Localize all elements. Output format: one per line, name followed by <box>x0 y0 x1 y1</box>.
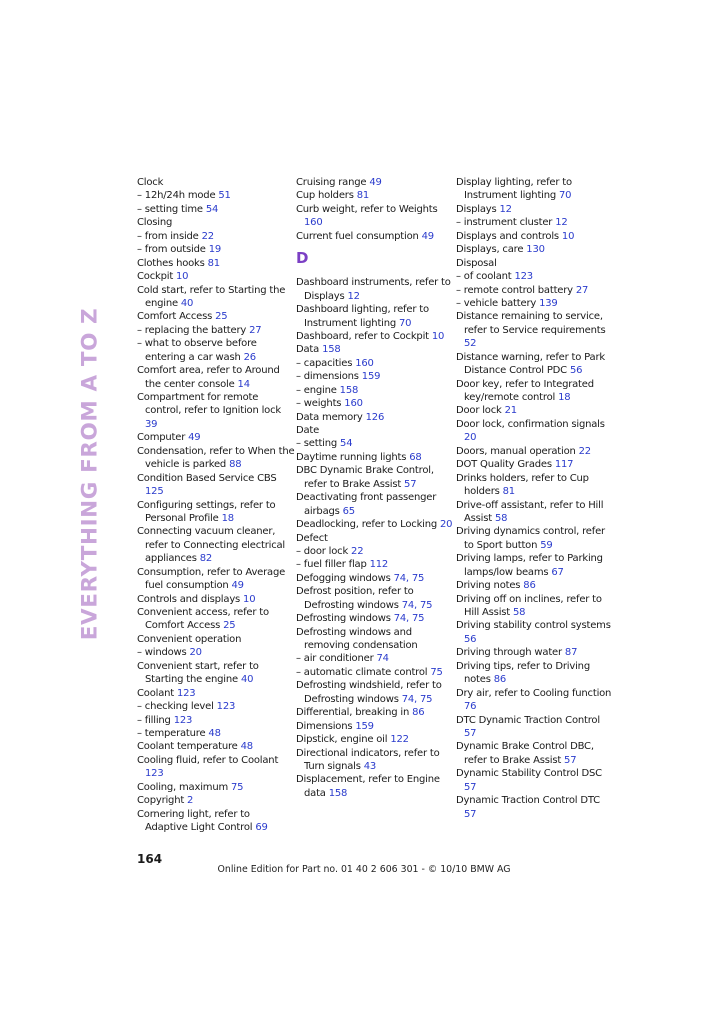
index-term: Condition Based Service CBS <box>137 472 277 484</box>
index-term: – dimensions <box>296 371 362 383</box>
index-entry <box>456 297 614 310</box>
index-term: – instrument cluster <box>456 217 556 229</box>
index-entry <box>296 706 454 719</box>
index-entry <box>456 499 614 526</box>
index-entry <box>296 679 454 706</box>
index-term: Distance remaining to service, refer to Service requirements <box>456 311 606 336</box>
index-term: – setting time <box>137 203 206 215</box>
page-reference-link[interactable]: 123 <box>216 701 236 713</box>
page-reference-link[interactable]: 86 <box>523 580 536 592</box>
index-term: Data memory <box>296 411 366 423</box>
page-reference-link[interactable]: 160 <box>304 217 323 229</box>
index-entry <box>456 525 614 552</box>
index-entry <box>296 424 454 437</box>
index-term: Drinks holders, refer to Cup holders <box>456 472 589 498</box>
page-reference-link[interactable]: 68 <box>409 451 422 463</box>
index-term: DOT Quality Grades <box>456 459 555 471</box>
index-entry <box>296 491 454 518</box>
page-reference-link[interactable]: 25 <box>215 311 228 323</box>
index-entry <box>456 714 614 741</box>
index-term: Driving lamps, refer to Parking lamps/low beams <box>456 553 603 578</box>
index-entry <box>296 203 454 230</box>
page-reference-link[interactable]: 43 <box>363 760 377 772</box>
index-entry <box>296 343 454 356</box>
page-reference-link[interactable]: 57 <box>464 727 477 739</box>
index-entry <box>137 606 295 633</box>
index-entry <box>456 310 614 350</box>
index-term: Defogging windows <box>296 572 394 584</box>
page-reference-link[interactable]: 19 <box>208 244 222 256</box>
index-entry <box>137 189 295 202</box>
index-term: – what to observe before entering a car wash <box>137 338 257 363</box>
index-term: – setting <box>296 438 341 450</box>
index-term: – engine <box>296 384 340 396</box>
index-term: Coolant temperature <box>137 741 241 753</box>
index-entry <box>137 646 295 659</box>
page-reference-link[interactable]: 48 <box>240 741 253 753</box>
index-term: Dynamic Brake Control DBC, refer to Brake Assist <box>456 741 594 766</box>
page-reference-link[interactable]: 87 <box>564 647 578 659</box>
page-reference-link[interactable]: 2 <box>187 795 194 807</box>
index-entry <box>137 754 295 781</box>
index-term: Driving stability control systems <box>456 620 611 632</box>
index-term: – vehicle battery <box>456 297 540 309</box>
index-entry <box>296 189 454 202</box>
page-reference-link[interactable]: 20 <box>440 519 453 531</box>
section-side-title <box>77 307 103 641</box>
index-term: Dashboard, refer to Cockpit <box>296 330 432 342</box>
index-term: – of coolant <box>456 271 515 283</box>
index-entry <box>296 437 454 450</box>
index-term: Compartment for remote control, refer to Ignition lock <box>137 392 281 417</box>
index-term: Connecting vacuum cleaner, refer to Connecting electrical appliances <box>137 526 286 565</box>
index-entry <box>296 451 454 464</box>
index-entry <box>296 572 454 585</box>
index-term: Door lock <box>456 405 505 417</box>
index-entry <box>456 740 614 767</box>
index-term: Consumption, refer to Average fuel consumption <box>137 566 286 592</box>
index-entry <box>137 445 295 472</box>
index-entry <box>296 585 454 612</box>
index-term: – door lock <box>296 545 352 557</box>
page-reference-link[interactable]: 40 <box>180 297 194 309</box>
page-reference-link[interactable]: 123 <box>176 687 196 699</box>
index-term: – from outside <box>137 244 209 256</box>
page-reference-link[interactable]: 48 <box>208 727 221 739</box>
page-reference-link[interactable]: 70 <box>559 190 572 202</box>
page-reference-link[interactable]: 86 <box>412 707 425 719</box>
index-term: Driving off on inclines, refer to Hill Assist <box>456 593 602 618</box>
index-term: Dimensions <box>296 720 356 732</box>
index-entry <box>296 370 454 383</box>
index-term: Dipstick, engine oil <box>296 734 391 746</box>
index-entry <box>456 176 614 203</box>
index-term: Cold start, refer to Starting the engine <box>137 284 286 309</box>
index-entry <box>456 445 614 458</box>
page-reference-link[interactable]: 49 <box>421 230 434 242</box>
index-term: – from inside <box>137 230 202 242</box>
index-entry <box>296 176 454 189</box>
index-term: DBC Dynamic Brake Control, refer to Brake Assist <box>296 465 434 490</box>
index-entry <box>137 203 295 216</box>
index-term: Dashboard lighting, refer to Instrument lighting <box>296 304 429 329</box>
page-reference-link[interactable]: 22 <box>201 230 214 242</box>
page-reference-link[interactable]: 139 <box>539 297 558 309</box>
index-entry <box>456 472 614 499</box>
index-entry <box>137 431 295 444</box>
index-term: – 12h/24h mode <box>137 190 219 202</box>
index-term: Displacement, refer to Engine data <box>296 774 440 799</box>
index-term: Defrost position, refer to Defrosting windows <box>296 586 414 611</box>
index-entry <box>137 714 295 727</box>
index-entry <box>137 216 295 229</box>
page-reference-link[interactable]: 76 <box>464 701 477 713</box>
index-term: – capacities <box>296 357 356 369</box>
page-reference-link[interactable]: 158 <box>322 344 341 356</box>
index-entry <box>137 700 295 713</box>
page-reference-link[interactable]: 88 <box>229 459 242 471</box>
index-entry <box>137 284 295 311</box>
index-term: Defect <box>296 532 328 544</box>
page-reference-link[interactable]: 81 <box>502 486 515 498</box>
index-entry <box>296 720 454 733</box>
page-reference-link[interactable]: 54 <box>205 203 219 215</box>
index-entry <box>456 579 614 592</box>
page-reference-link[interactable]: 82 <box>199 553 213 565</box>
index-term: Daytime running lights <box>296 451 410 463</box>
page-reference-link[interactable]: 49 <box>188 432 201 444</box>
index-term: Drive-off assistant, refer to Hill Assist <box>456 499 604 524</box>
index-term: Defrosting windows <box>296 613 394 625</box>
index-entry <box>137 566 295 593</box>
index-entry <box>296 558 454 571</box>
page-reference-link[interactable]: 22 <box>578 445 591 457</box>
index-entry <box>137 230 295 243</box>
index-column-3 <box>456 176 614 821</box>
index-entry <box>137 687 295 700</box>
page-reference-link[interactable]: 70 <box>399 317 412 329</box>
index-term: Displays <box>456 203 500 215</box>
index-term: Clothes hooks <box>137 257 208 269</box>
index-term: DTC Dynamic Traction Control <box>456 714 600 726</box>
page-reference-link[interactable]: 49 <box>231 580 244 592</box>
index-entry <box>456 619 614 646</box>
index-term: – temperature <box>137 727 209 739</box>
index-entry <box>296 652 454 665</box>
index-entry <box>456 458 614 471</box>
index-term: – checking level <box>137 701 217 713</box>
index-term: Defrosting windshield, refer to Defrosting windows <box>296 680 442 705</box>
index-entry <box>137 808 295 835</box>
page-reference-link[interactable]: 40 <box>240 674 254 686</box>
index-term: Driving notes <box>456 580 524 592</box>
index-entry <box>296 518 454 531</box>
index-term: Displays and controls <box>456 230 562 242</box>
index-entry <box>456 243 614 256</box>
page-reference-link[interactable]: 75 <box>430 666 443 678</box>
index-entry <box>137 633 295 646</box>
index-term: Closing <box>137 217 173 229</box>
index-entry <box>456 216 614 229</box>
index-term: Condensation, refer to When the vehicle is parked <box>137 445 295 471</box>
page-reference-link[interactable]: 86 <box>493 674 507 686</box>
page-reference-link[interactable]: 54 <box>340 438 353 450</box>
index-entry <box>456 230 614 243</box>
index-entry <box>296 545 454 558</box>
page-reference-link[interactable]: 27 <box>249 324 262 336</box>
index-entry <box>137 176 295 189</box>
page-reference-link[interactable]: 159 <box>355 720 374 732</box>
index-term: Deadlocking, refer to Locking <box>296 519 441 531</box>
index-entry <box>456 284 614 297</box>
index-entry <box>137 310 295 323</box>
index-term: Disposal <box>456 257 497 269</box>
index-entry <box>456 404 614 417</box>
page-reference-link[interactable]: 58 <box>494 512 508 524</box>
index-entry <box>296 733 454 746</box>
page-reference-link[interactable]: 75 <box>230 781 244 793</box>
page-reference-link[interactable]: 74, 75 <box>393 572 425 584</box>
page-reference-link[interactable]: 74, 75 <box>401 693 433 705</box>
index-entry <box>456 203 614 216</box>
index-entry <box>296 384 454 397</box>
index-entry <box>296 303 454 330</box>
page-reference-link[interactable]: 117 <box>554 459 574 471</box>
index-column-1 <box>137 176 295 834</box>
page-reference-link[interactable]: 81 <box>356 190 370 202</box>
index-term: Deactivating front passenger airbags <box>296 492 437 517</box>
index-term: – weights <box>296 398 345 410</box>
index-term: Displays, care <box>456 244 527 256</box>
page-reference-link[interactable]: 81 <box>207 257 220 269</box>
index-term: Coolant <box>137 687 177 699</box>
page-reference-link[interactable]: 158 <box>328 787 348 799</box>
footer-edition-note: Online Edition for Part no. 01 40 2 606 301 - © 10/10 BMW AG <box>217 864 511 875</box>
page-reference-link[interactable]: 67 <box>551 566 564 578</box>
index-entry <box>456 418 614 445</box>
page-reference-link[interactable]: 74, 75 <box>401 599 433 611</box>
index-entry <box>137 794 295 807</box>
index-term: Differential, breaking in <box>296 707 413 719</box>
page-reference-link[interactable]: 74, 75 <box>393 613 425 625</box>
page-reference-link[interactable]: 12 <box>555 217 568 229</box>
index-entry <box>137 660 295 687</box>
index-term: – air conditioner <box>296 653 377 665</box>
index-entry <box>296 357 454 370</box>
page-reference-link[interactable]: 10 <box>243 593 256 605</box>
page-reference-link[interactable]: 49 <box>369 177 382 188</box>
page-reference-link[interactable]: 58 <box>512 607 526 618</box>
page-reference-link[interactable]: 59 <box>540 539 553 551</box>
index-term: Configuring settings, refer to Personal Profile <box>137 499 276 524</box>
page-reference-link[interactable]: 57 <box>404 478 417 490</box>
index-term: Driving tips, refer to Driving notes <box>456 660 590 686</box>
index-entry <box>137 499 295 526</box>
page-reference-link[interactable]: 10 <box>431 330 445 342</box>
index-entry <box>456 270 614 283</box>
page-reference-link[interactable]: 56 <box>464 633 477 645</box>
page-reference-link[interactable]: 69 <box>255 822 268 833</box>
page-reference-link[interactable]: 160 <box>355 357 374 369</box>
index-term: Comfort area, refer to Around the center console <box>137 365 280 390</box>
index-term: – windows <box>137 647 190 659</box>
index-term: Dashboard instruments, refer to Displays <box>296 277 451 302</box>
page-reference-link[interactable]: 74 <box>376 653 389 665</box>
index-entry <box>296 666 454 679</box>
index-term: Distance warning, refer to Park Distance Control PDC <box>456 351 605 377</box>
index-term: Cruising range <box>296 177 370 188</box>
index-entry <box>456 257 614 270</box>
page-reference-link[interactable]: 130 <box>526 244 545 256</box>
index-term: Controls and displays <box>137 593 244 605</box>
index-entry <box>296 747 454 774</box>
index-entry <box>456 378 614 405</box>
side-title-text: EVERYTHING FROM A TO Z <box>77 307 103 641</box>
index-entry <box>137 257 295 270</box>
page-reference-link[interactable]: 123 <box>173 714 193 726</box>
page-reference-link[interactable]: 22 <box>351 545 364 557</box>
index-entry <box>456 646 614 659</box>
index-entry <box>296 230 454 243</box>
index-term: Computer <box>137 432 189 444</box>
index-term: – filling <box>137 714 174 726</box>
index-letter-heading: D <box>296 249 309 268</box>
page-reference-link[interactable]: 125 <box>145 486 164 498</box>
page-reference-link[interactable]: 26 <box>243 351 256 363</box>
page-reference-link[interactable]: 18 <box>558 392 571 403</box>
page-reference-link[interactable]: 20 <box>464 432 477 444</box>
index-term: Curb weight, refer to Weights <box>296 203 438 215</box>
index-entry <box>137 270 295 283</box>
page-reference-link[interactable]: 57 <box>464 781 477 793</box>
index-term: – automatic climate control <box>296 666 431 678</box>
page-reference-link[interactable]: 65 <box>342 505 355 517</box>
index-term: Directional indicators, refer to Turn signals <box>296 747 440 772</box>
page-reference-link[interactable]: 158 <box>339 384 359 396</box>
page-reference-link[interactable]: 122 <box>390 734 409 746</box>
index-term: Clock <box>137 177 164 188</box>
index-entry <box>456 351 614 378</box>
index-term: Convenient start, refer to Starting the engine <box>137 660 259 686</box>
page-reference-link[interactable]: 112 <box>369 559 389 571</box>
index-term: – remote control battery <box>456 284 576 296</box>
index-entry <box>137 364 295 391</box>
index-entry <box>296 612 454 625</box>
index-term: Dynamic Traction Control DTC <box>456 795 600 807</box>
index-term: Cockpit <box>137 271 177 283</box>
index-term: Door key, refer to Integrated key/remote control <box>456 378 594 403</box>
page-reference-link[interactable]: 10 <box>561 230 575 242</box>
index-column-2 <box>296 176 454 800</box>
index-term: – fuel filler flap <box>296 559 370 571</box>
page-reference-link[interactable]: 56 <box>569 365 583 377</box>
index-term: Dry air, refer to Cooling function <box>456 687 612 699</box>
index-entry <box>137 391 295 431</box>
index-term: Cooling fluid, refer to Coolant <box>137 754 279 766</box>
page-reference-link[interactable]: 14 <box>237 378 250 390</box>
index-term: Driving dynamics control, refer to Sport button <box>456 526 605 551</box>
index-entry <box>137 781 295 794</box>
index-entry <box>296 411 454 424</box>
page-reference-link[interactable]: 25 <box>223 620 236 632</box>
page-reference-link[interactable]: 159 <box>361 371 381 383</box>
index-entry <box>137 472 295 499</box>
index-term: Defrosting windows and removing condensation <box>296 626 418 651</box>
page-reference-link[interactable]: 12 <box>499 203 512 215</box>
index-entry <box>137 740 295 753</box>
index-entry <box>296 532 454 545</box>
index-entry <box>456 687 614 714</box>
index-term: Driving through water <box>456 647 565 659</box>
index-entry <box>456 767 614 794</box>
index-entry <box>296 397 454 410</box>
index-term: Data <box>296 344 323 356</box>
page-reference-link[interactable]: 51 <box>218 190 231 202</box>
index-term: Door lock, confirmation signals <box>456 418 605 430</box>
index-entry <box>456 660 614 687</box>
page-number: 164 <box>137 852 163 866</box>
index-term: Convenient access, refer to Comfort Access <box>137 607 269 632</box>
index-term: Current fuel consumption <box>296 230 422 242</box>
page-reference-link[interactable]: 27 <box>575 284 589 296</box>
index-term: Dynamic Stability Control DSC <box>456 768 602 780</box>
index-entry <box>296 330 454 343</box>
page-reference-link[interactable]: 21 <box>504 405 517 417</box>
index-entry <box>296 276 454 303</box>
index-term: Comfort Access <box>137 311 216 323</box>
index-entry <box>456 593 614 620</box>
page-reference-link[interactable]: 18 <box>221 512 234 524</box>
page-reference-link[interactable]: 57 <box>564 754 577 766</box>
index-term: Cooling, maximum <box>137 781 231 793</box>
index-entry <box>296 773 454 800</box>
index-term: Display lighting, refer to Instrument lighting <box>456 177 572 202</box>
page-reference-link[interactable]: 123 <box>145 768 164 780</box>
page-reference-link[interactable]: 52 <box>464 338 477 350</box>
page-reference-link[interactable]: 123 <box>514 271 533 283</box>
index-term: – replacing the battery <box>137 324 250 336</box>
index-term: Copyright <box>137 795 188 807</box>
page-reference-link[interactable]: 160 <box>344 398 363 410</box>
index-entry <box>137 243 295 256</box>
index-term: Cornering light, refer to Adaptive Light Control <box>137 808 256 833</box>
index-term: Date <box>296 425 320 436</box>
index-term: Doors, manual operation <box>456 445 579 457</box>
index-term: Convenient operation <box>137 633 242 645</box>
page-reference-link[interactable]: 126 <box>365 411 385 423</box>
index-entry <box>137 324 295 337</box>
index-entry <box>296 626 454 653</box>
page-reference-link[interactable]: 10 <box>176 271 189 283</box>
index-entry <box>137 727 295 740</box>
index-entry <box>296 464 454 491</box>
index-entry <box>456 552 614 579</box>
page-reference-link[interactable]: 39 <box>145 418 158 430</box>
page-reference-link[interactable]: 20 <box>189 647 202 659</box>
index-entry <box>456 794 614 821</box>
index-entry <box>137 593 295 606</box>
index-term: Cup holders <box>296 190 357 202</box>
page-reference-link[interactable]: 12 <box>347 290 360 302</box>
index-entry <box>137 525 295 565</box>
page-reference-link[interactable]: 57 <box>464 808 477 820</box>
index-entry <box>137 337 295 364</box>
